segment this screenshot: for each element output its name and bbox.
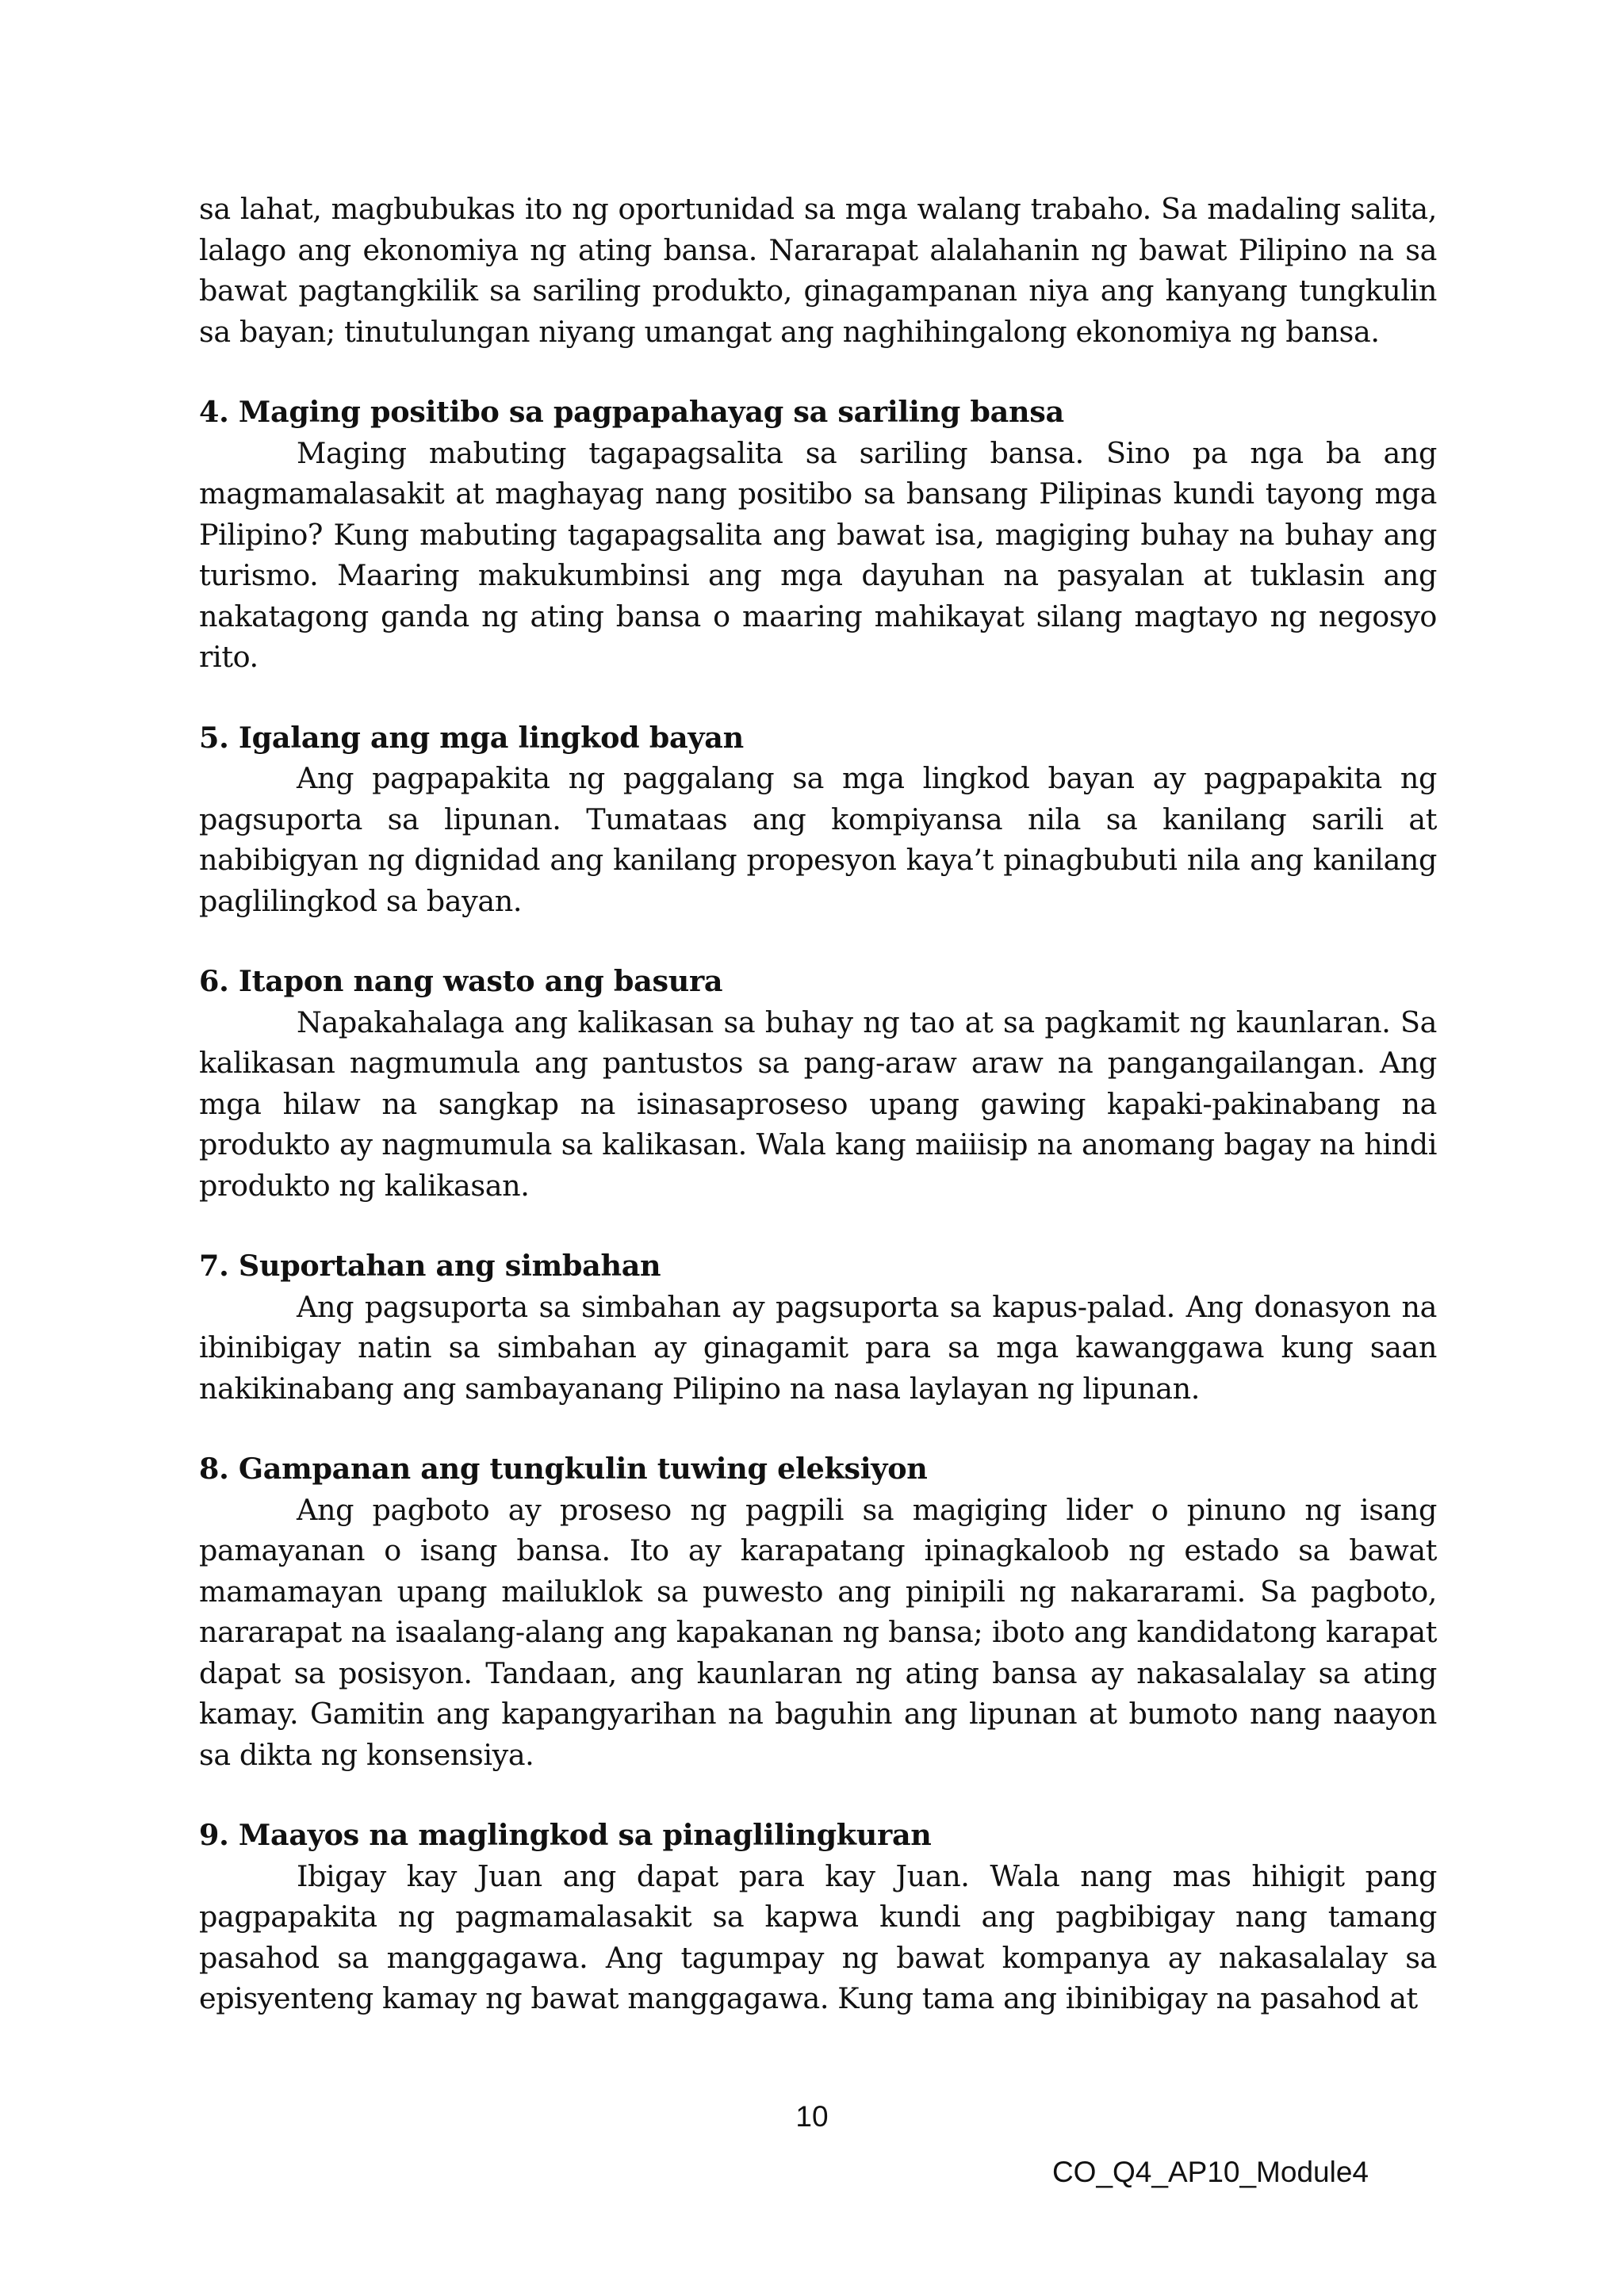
- section-5-heading: 5. Igalang ang mga lingkod bayan: [199, 720, 744, 755]
- page-number: 10: [795, 2100, 829, 2133]
- section-6: [199, 961, 1437, 1206]
- section-4-body: Maging mabuting tagapagsalita sa sariling bansa. Sino pa nga ba ang magmamalasakit at maghayag nang positibo sa bansang Pilipinas kundi tayong mga Pilipino? Kung mabuting tagapagsalita ang bawat isa, magiging buhay na buhay ang turismo. Maaring makukumbinsi ang mga dayuhan na pasyalan at tuklasin ang nakatagong ganda ng ating bansa o maaring mahikayat silang magtayo ng negosyo rito.: [199, 435, 1437, 674]
- section-8: [199, 1448, 1437, 1775]
- section-9-heading: 9. Maayos na maglingkod sa pinaglilingkuran: [199, 1818, 932, 1852]
- section-5: [199, 718, 1437, 922]
- section-6-body: Napakahalaga ang kalikasan sa buhay ng tao at sa pagkamit ng kaunlaran. Sa kalikasan nagmumula ang pantustos sa pang-araw araw na pangangailangan. Ang mga hilaw na sangkap na isinasaproseso upang gawing kapaki-pakinabang na produkto ay nagmumula sa kalikasan. Wala kang maiiisip na anomang bagay na hindi produkto ng kalikasan.: [199, 1004, 1437, 1203]
- intro-paragraph: sa lahat, magbubukas ito ng oportunidad sa mga walang trabaho. Sa madaling salita, lalago ang ekonomiya ng ating bansa. Nararapat alalahanin ng bawat Pilipino na sa bawat pagtangkilik sa sariling produkto, ginagampanan niya ang kanyang tungkulin sa bayan; tinutulungan niyang umangat ang naghihingalong ekonomiya ng bansa.: [199, 192, 1437, 349]
- section-7-heading: 7. Suportahan ang simbahan: [199, 1249, 661, 1283]
- module-code: CO_Q4_AP10_Module4: [1051, 2156, 1369, 2188]
- section-4-heading: 4. Maging positibo sa pagpapahayag sa sariling bansa: [199, 395, 1064, 429]
- section-6-heading: 6. Itapon nang wasto ang basura: [199, 964, 723, 998]
- section-4: [199, 392, 1437, 678]
- section-5-body: Ang pagpapakita ng paggalang sa mga lingkod bayan ay pagpapakita ng pagsuporta sa lipunan. Tumataas ang kompiyansa nila sa kanilang sarili at nabibigyan ng dignidad ang kanilang propesyon kaya’t pinagbubuti nila ang kanilang paglilingkod sa bayan.: [199, 761, 1437, 918]
- section-8-body: Ang pagboto ay proseso ng pagpili sa magiging lider o pinuno ng isang pamayanan o isang bansa. Ito ay karapatang ipinagkaloob ng estado sa bawat mamamayan upang mailuklok sa puwesto ang pinipili ng nakararami. Sa pagboto, nararapat na isaalang-alang ang kapakanan ng bansa; iboto ang kandidatong karapat dapat sa posisyon. Tandaan, ang kaunlaran ng ating bansa ay nakasalalay sa ating kamay. Gamitin ang kapangyarihan na baguhin ang lipunan at bumoto nang naayon sa dikta ng konsensiya.: [199, 1492, 1437, 1772]
- section-8-heading: 8. Gampanan ang tungkulin tuwing eleksiyon: [199, 1452, 928, 1486]
- section-9: [199, 1815, 1437, 2019]
- document-body: [199, 189, 1437, 2019]
- section-7-body: Ang pagsuporta sa simbahan ay pagsuporta sa kapus-palad. Ang donasyon na ibinibigay natin sa simbahan ay ginagamit para sa mga kawanggawa kung saan nakikinabang ang sambayanang Pilipino na nasa laylayan ng lipunan.: [199, 1289, 1437, 1406]
- section-7: [199, 1246, 1437, 1409]
- section-9-body: Ibigay kay Juan ang dapat para kay Juan. Wala nang mas hihigit pang pagpapakita ng pagmamalasakit sa kapwa kundi ang pagbibigay nang tamang pasahod sa manggagawa. Ang tagumpay ng bawat kompanya ay nakasalalay sa episyenteng kamay ng bawat manggagawa. Kung tama ang ibinibigay na pasahod at: [199, 1858, 1437, 2015]
